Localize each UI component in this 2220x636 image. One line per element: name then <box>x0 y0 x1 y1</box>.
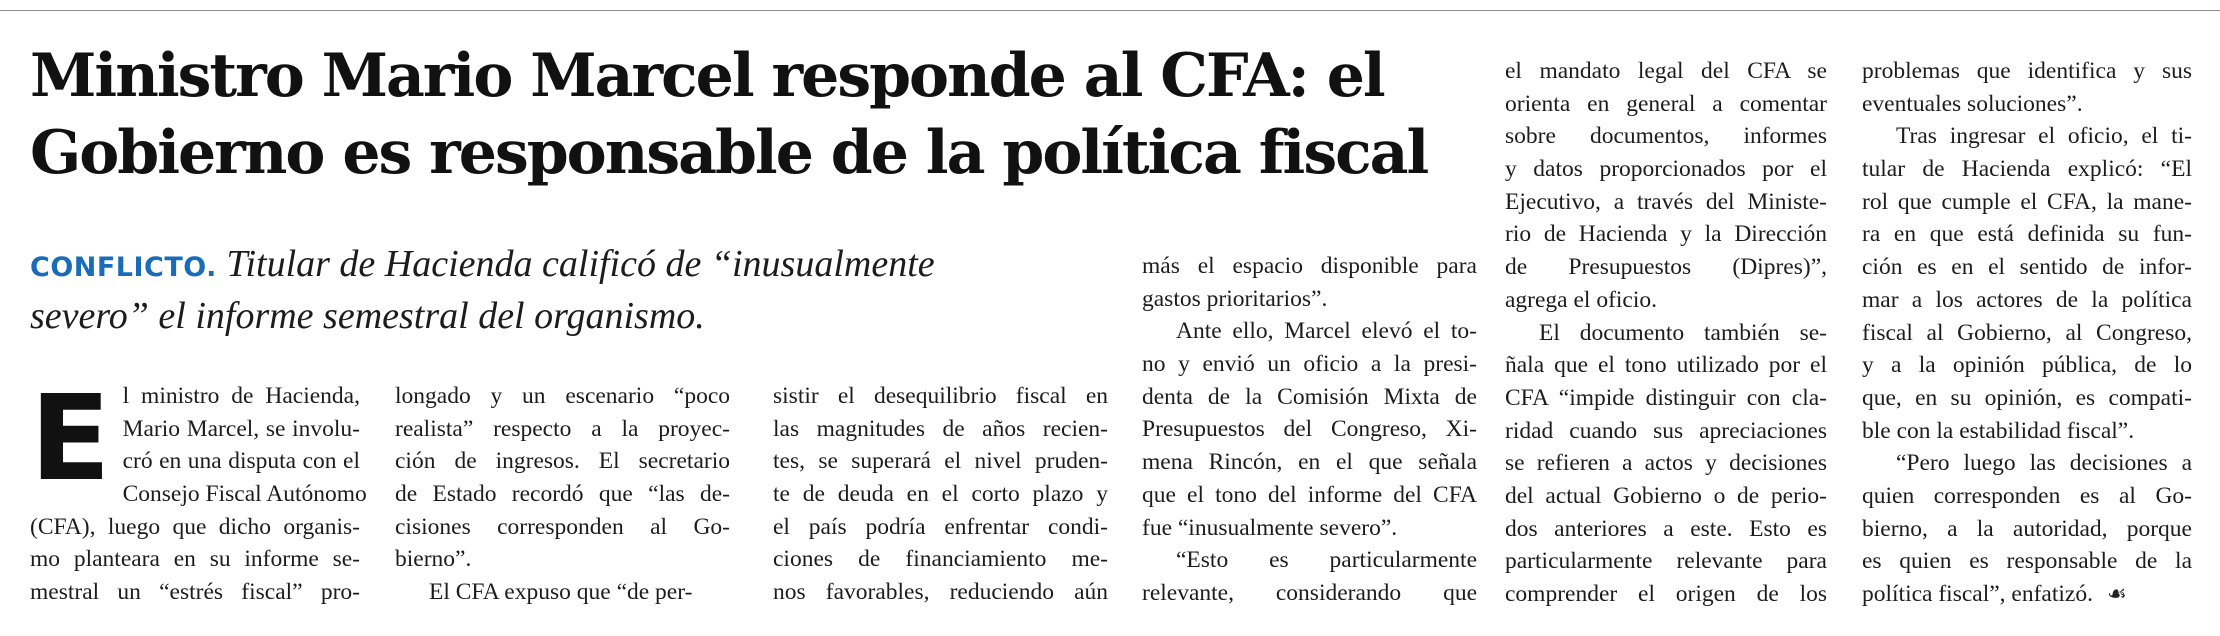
headline <box>30 38 1428 192</box>
body-line: Ante ello, Marcel elevó el to- <box>1176 318 1477 345</box>
body-line: y a la opinión pública, de lo <box>1862 352 2192 379</box>
body-line: gastos prioritarios”. <box>1142 285 1328 312</box>
body-line: es quien es responsable de la <box>1862 548 2192 575</box>
body-line: ción de ingresos. El secretario <box>395 448 730 475</box>
body-line: CFA “impide distinguir con cla- <box>1505 384 1827 411</box>
body-line: eventuales soluciones”. <box>1862 90 2083 117</box>
body-column-5 <box>1505 55 1827 611</box>
body-line: sobre documentos, informes <box>1505 123 1827 150</box>
headline-line-2: Gobierno es responsable de la política fiscal <box>30 118 1428 188</box>
body-line: y datos proporcionados por el <box>1505 156 1827 183</box>
body-line: realista” respecto a la proyec- <box>395 415 730 442</box>
body-line: (CFA), luego que dicho organis- <box>30 513 360 540</box>
body-line: fue “inusualmente severo”. <box>1142 514 1398 541</box>
body-line: rio de Hacienda y la Dirección <box>1505 221 1827 248</box>
body-line: tes, se superará el nivel pruden- <box>773 448 1108 475</box>
body-line: el país podría enfrentar condi- <box>773 513 1108 540</box>
body-line: quien corresponden es al Go- <box>1862 482 2192 509</box>
body-column-3 <box>773 380 1108 609</box>
body-line: El CFA expuso que “de per- <box>429 579 693 606</box>
deck <box>30 240 935 340</box>
body-line: agrega el oficio. <box>1505 286 1658 313</box>
top-rule <box>0 10 2220 11</box>
body-line: Ejecutivo, a través del Ministe- <box>1505 188 1827 215</box>
drop-cap: E <box>30 369 111 507</box>
body-line: que el tono del informe del CFA <box>1142 481 1477 508</box>
body-line: “Pero luego las decisiones a <box>1896 450 2192 477</box>
body-line: ra en que está definida su fun- <box>1862 221 2192 248</box>
body-line: Presupuestos del Congreso, Xi- <box>1142 416 1477 443</box>
body-line: mestral un “estrés fiscal” pro- <box>30 579 360 606</box>
body-line: sistir el desequilibrio fiscal en <box>773 383 1108 409</box>
body-line: dos anteriores a este. Esto es <box>1505 515 1827 542</box>
body-line: ciones de financiamiento me- <box>773 546 1108 573</box>
kicker: CONFLICTO. <box>30 252 217 283</box>
body-line: longado y un escenario “poco <box>395 383 730 409</box>
body-line: ñala que el tono utilizado por el <box>1505 352 1827 379</box>
body-line: comprender el origen de los <box>1505 581 1827 607</box>
body-line: nos favorables, reduciendo aún <box>773 579 1108 606</box>
body-line: denta de la Comisión Mixta de <box>1142 383 1477 410</box>
deck-line-2: severo” el informe semestral del organismo. <box>30 295 705 337</box>
body-line: cisiones corresponden al Go- <box>395 513 730 540</box>
body-line: de Estado recordó que “las de- <box>395 481 730 508</box>
body-line: tular de Hacienda explicó: “El <box>1862 156 2192 183</box>
body-line: mar a los actores de la política <box>1862 286 2192 313</box>
body-line: orienta en general a comentar <box>1505 90 1827 117</box>
body-line: fiscal al Gobierno, al Congreso, <box>1862 319 2192 346</box>
body-line: mo planteara en su informe se- <box>30 546 360 573</box>
body-line: mena Rincón, en el que señala <box>1142 449 1477 476</box>
body-line: más el espacio disponible para <box>1142 253 1477 279</box>
end-mark-icon: ☙ <box>2106 582 2127 607</box>
body-line: ción es en el sentido de infor- <box>1862 254 2192 281</box>
body-line: Tras ingresar el oficio, el ti- <box>1896 123 2192 150</box>
body-line-final <box>1862 578 2192 611</box>
body-line: te de deuda en el corto plazo y <box>773 481 1108 508</box>
body-line: ble con la estabilidad fiscal”. <box>1862 417 2135 444</box>
body-line: Consejo Fiscal Autónomo <box>122 481 367 508</box>
body-line: l ministro de Hacienda, <box>122 383 360 409</box>
body-line: el mandato legal del CFA se <box>1505 58 1827 84</box>
body-column-1 <box>30 369 367 609</box>
body-line: las magnitudes de años recien- <box>773 415 1108 442</box>
body-line: particularmente relevante para <box>1505 548 1827 575</box>
body-line: bierno, a la autoridad, porque <box>1862 515 2192 542</box>
deck-text-1: Titular de Hacienda calificó de “inusualmente <box>226 243 935 285</box>
body-line: Mario Marcel, se involu- <box>122 415 360 442</box>
deck-line-1 <box>30 240 935 292</box>
body-line: no y envió un oficio a la presi- <box>1142 351 1477 378</box>
body-column-6 <box>1862 55 2192 611</box>
body-line: “Esto es particularmente <box>1176 547 1477 574</box>
body-line: relevante, considerando que <box>1142 579 1477 606</box>
body-text: política fiscal”, enfatizó. <box>1862 581 2093 607</box>
body-line: El documento también se- <box>1539 319 1827 346</box>
body-line: se refieren a actos y decisiones <box>1505 450 1827 477</box>
body-line: ridad cuando sus apreciaciones <box>1505 417 1827 444</box>
body-column-4 <box>1142 250 1477 610</box>
body-line: problemas que identifica y sus <box>1862 58 2192 84</box>
body-line: bierno”. <box>395 546 472 573</box>
body-line: rol que cumple el CFA, la mane- <box>1862 188 2192 215</box>
body-line: de Presupuestos (Dipres)”, <box>1505 254 1827 281</box>
body-column-2 <box>395 380 730 609</box>
body-line: del actual Gobierno o de perio- <box>1505 482 1827 509</box>
headline-line-1: Ministro Mario Marcel responde al CFA: el <box>30 41 1384 111</box>
body-line: que, en su opinión, es compati- <box>1862 384 2192 411</box>
body-line: cró en una disputa con el <box>122 448 360 475</box>
